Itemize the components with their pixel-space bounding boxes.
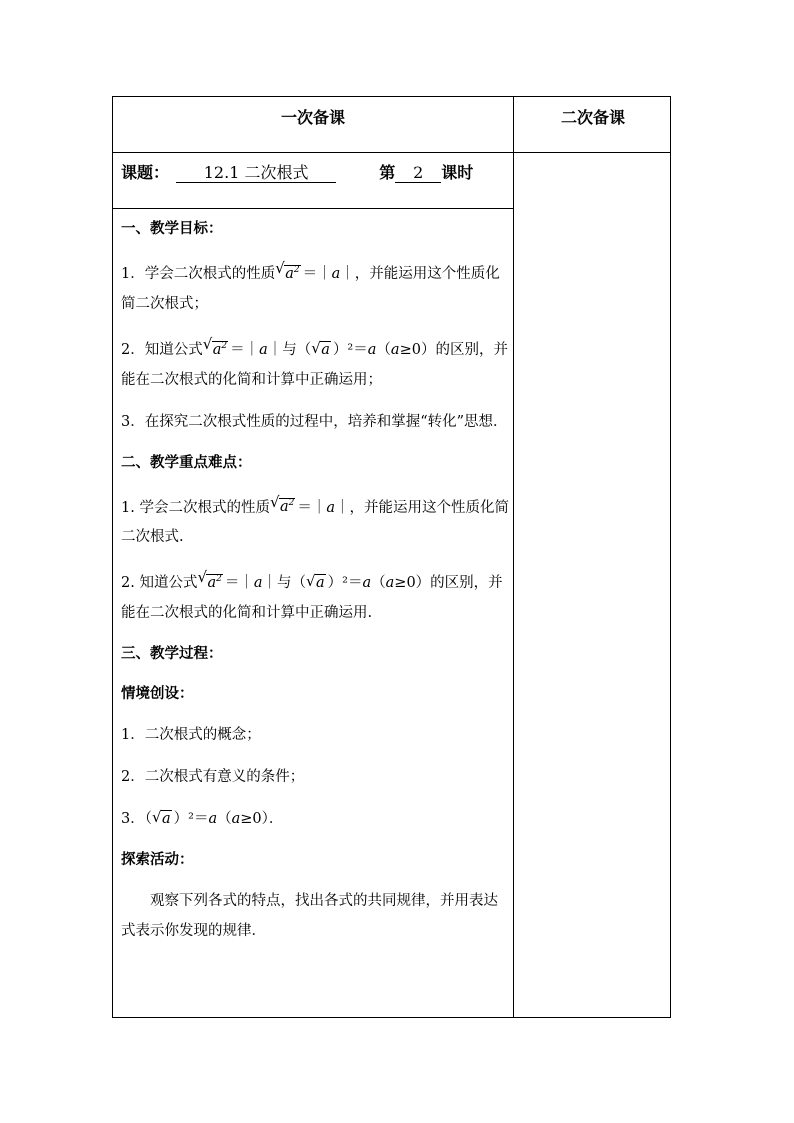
period-number: 2 bbox=[395, 164, 441, 183]
sqrt-a-squared: √ $a^2$ bbox=[197, 568, 222, 592]
sqrt-a: √ a bbox=[311, 338, 330, 358]
exploration-heading: 探索活动： bbox=[121, 851, 194, 869]
header-second-prep: 二次备课 bbox=[560, 108, 625, 127]
scenario-item-1: 1．二次根式的概念； bbox=[121, 727, 261, 744]
exploration-paragraph: 观察下列各式的特点，找出各式的共同规律，并用表达式表示你发现的规律． bbox=[121, 893, 498, 940]
sqrt-a: √ a bbox=[306, 572, 325, 592]
scenario-item-2: 2．二次根式有意义的条件； bbox=[121, 769, 305, 786]
scenario-heading: 情境创设： bbox=[121, 685, 194, 703]
key-point-2: 2. 知道公式 √ $a^2$ ＝｜a｜与（ √ a ）²＝a（a≥0）的区别，并能在二次根式的化简和计算中正确运用. bbox=[121, 564, 511, 628]
key-point-1: 1. 学会二次根式的性质 √ $a^2$ ＝｜a｜，并能运用这个性质化简二次根式. bbox=[121, 489, 511, 553]
period-suffix: 课时 bbox=[441, 163, 474, 182]
objective-2: 2．知道公式 √ $a^2$ ＝｜a｜与（ √ a ）²＝a（a≥0）的区别，并能在二次根式的化简和计算中正确运用； bbox=[121, 331, 511, 395]
scenario-item-3: 3．（ √ a ）²＝a（a≥0）． bbox=[121, 804, 511, 834]
period-prefix: 第 bbox=[379, 163, 396, 182]
lesson-plan-table bbox=[112, 96, 671, 1018]
topic-value: 12.1 二次根式 bbox=[176, 164, 336, 183]
sqrt-a-squared: √ $a^2$ bbox=[269, 492, 295, 516]
sqrt-a-squared: √ $a^2$ bbox=[275, 259, 300, 282]
section-process-heading: 三、教学过程： bbox=[121, 645, 223, 663]
topic-label: 课题： bbox=[121, 163, 170, 182]
sqrt-a-squared: √ $a^2$ bbox=[202, 334, 228, 358]
header-first-prep: 一次备课 bbox=[280, 108, 345, 127]
section-key-points-heading: 二、教学重点难点： bbox=[121, 453, 252, 471]
objective-1: 1．学会二次根式的性质 √ $a^2$ ＝｜a｜，并能运用这个性质化简二次根式； bbox=[121, 255, 511, 319]
sqrt-a: √ a bbox=[151, 808, 171, 828]
objective-3: 3．在探究二次根式性质的过程中，培养和掌握“转化”思想． bbox=[121, 413, 508, 430]
section-objectives-heading: 一、教学目标： bbox=[121, 220, 223, 237]
first-prep-content bbox=[121, 209, 511, 946]
lesson-title-row bbox=[121, 153, 511, 208]
column-divider bbox=[513, 97, 514, 1017]
